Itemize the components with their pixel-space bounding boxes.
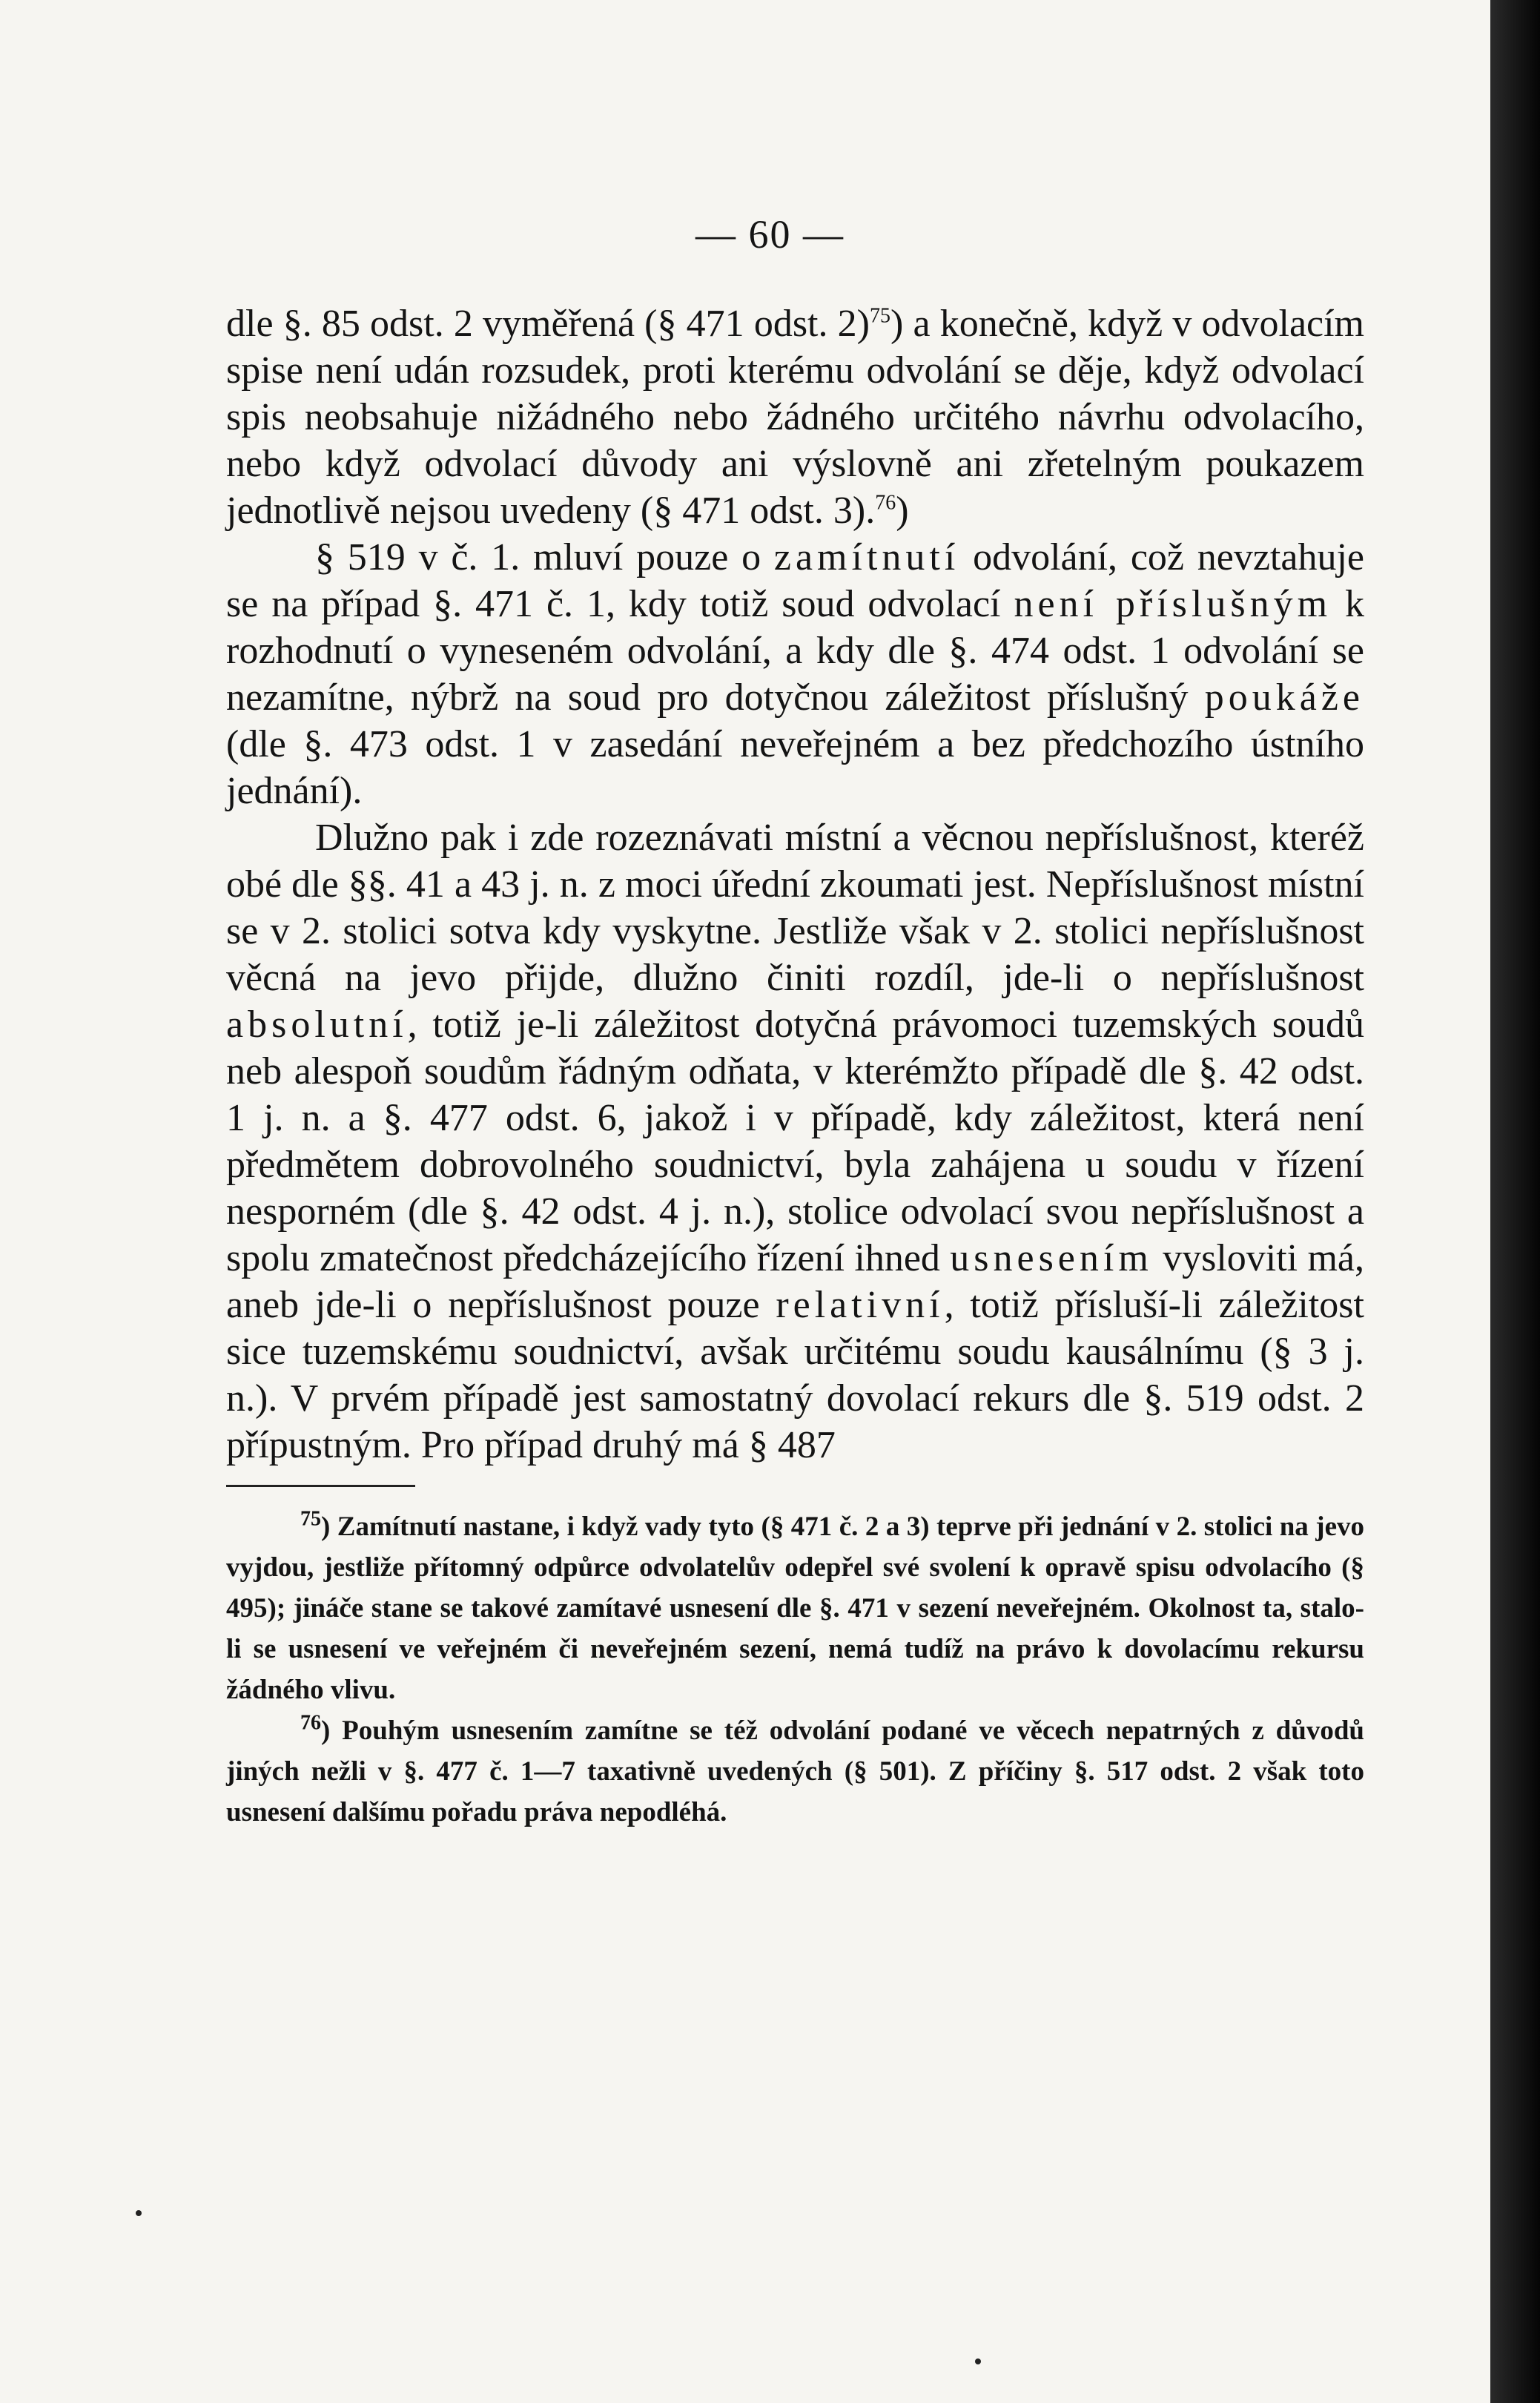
footnote-75-text: ) Zamítnutí nastane, i když vady tyto (§ 471 č. 2 a 3) teprve při jednání v 2. stolici na jevo vyjdou, jestliže přítomný odpůrce odvolatelův odepřel své svolení k opravě spisu odvolacího (§ 495); jináče stane se takové zamítavé usnesení dle §. 471 v sezení neveřejném. Okolnost ta, stalo-li se usnesení ve veřejném či neveřejném sezení, nemá tudíž na právo k dovolacímu rekursu žádného vlivu. (226, 1512, 1364, 1705)
p2-text-a: § 519 v č. 1. mluví pouze o (315, 536, 774, 578)
footnote-76 (226, 1710, 1364, 1833)
paragraph-3 (226, 814, 1364, 1468)
footnote-ref-76: 76 (875, 491, 896, 515)
footnotes (226, 1506, 1364, 1833)
p2-text-b: odvolání, což nevztahuje se na případ §. 471 č. 1, kdy totiž soud odvolací (226, 536, 1364, 625)
p3-emphasis-2: usnesením (950, 1237, 1153, 1279)
p3-text-c: vysloviti má, aneb jde-li o nepříslušnost pouze (226, 1237, 1364, 1326)
p2-emphasis-3: poukáže (1204, 676, 1364, 719)
body-text (226, 300, 1364, 1468)
paragraph-2 (226, 534, 1364, 814)
footnote-mark-75: 75 (300, 1507, 321, 1531)
text-block (226, 300, 1364, 1833)
p3-text-b: , totiž je-li záležitost dotyčná právomoci tuzemských soudů neb alespoň soudům řádným odňata, v kterémžto případě dle §. 42 odst. 1 j. n. a §. 477 odst. 6, jakož i v případě, kdy záležitost, která není předmětem dobrovolného soudnictví, byla zahájena u soudu v řízení nesporném (dle §. 42 odst. 4 j. n.), stolice odvolací svou nepříslušnost a spolu zmatečnost předcházejícího řízení ihned (226, 1003, 1364, 1279)
footnote-76-text: ) Pouhým usnesením zamítne se též odvolání podané ve věcech nepatrných z důvodů jiných nežli v §. 477 č. 1—7 taxativně uvedených (§ 501). Z příčiny §. 517 odst. 2 však toto usnesení dalšímu pořadu práva nepodléhá. (226, 1715, 1364, 1827)
p3-emphasis-1: absolutní (226, 1003, 408, 1046)
paragraph-1 (226, 300, 1364, 534)
p2-emphasis-1: zamítnutí (773, 536, 960, 578)
p1-text-a: dle §. 85 odst. 2 vyměřená (§ 471 odst. 2) (226, 303, 870, 345)
p3-text-d: , totiž přísluší-li záležitost sice tuzemskému soudnictví, avšak určitému soudu kausálnímu (§ 3 j. n.). V prvém případě jest samostatný dovolací rekurs dle §. 519 odst. 2 přípustným. Pro případ druhý má § 487 (226, 1284, 1364, 1466)
scan-edge (1490, 0, 1540, 2403)
scan-speck (975, 2358, 981, 2364)
footnote-75 (226, 1506, 1364, 1710)
p2-text-c: k rozhodnutí o vyneseném odvolání, a kdy dle §. 474 odst. 1 odvolání se nezamítne, nýbrž na soud pro dotyčnou záležitost příslušný (226, 583, 1364, 719)
footnote-divider (226, 1485, 415, 1487)
p1-text-b: ) a konečně, když v odvolacím spise není udán rozsudek, proti kterému odvolání se děje, když odvolací spis neobsahuje nižádného nebo žádného určitého návrhu odvolacího, nebo když odvolací důvody ani výslovně ani zřetelným poukazem jednotlivě nejsou uvedeny (§ 471 odst. 3). (226, 303, 1365, 532)
p3-emphasis-3: relativní (776, 1284, 945, 1326)
footnote-mark-76: 76 (300, 1711, 321, 1735)
p2-emphasis-2: není příslušným (1014, 583, 1332, 625)
page-number: — 60 — (695, 212, 845, 257)
p2-text-d: (dle §. 473 odst. 1 v zasedání neveřejném a bez předchozího ústního jednání). (226, 723, 1364, 812)
footnote-ref-75: 75 (869, 304, 890, 328)
p3-text-a: Dlužno pak i zde rozeznávati místní a věcnou nepříslušnost, kteréž obé dle §§. 41 a 43 j. n. z moci úřední zkoumati jest. Nepříslušnost místní se v 2. stolici sotva kdy vyskytne. Jestliže však v 2. stolici nepříslušnost věcná na jevo přijde, dlužno činiti rozdíl, jde-li o nepříslušnost (226, 817, 1364, 999)
scan-speck (136, 2210, 142, 2216)
p1-text-c: ) (896, 490, 909, 532)
